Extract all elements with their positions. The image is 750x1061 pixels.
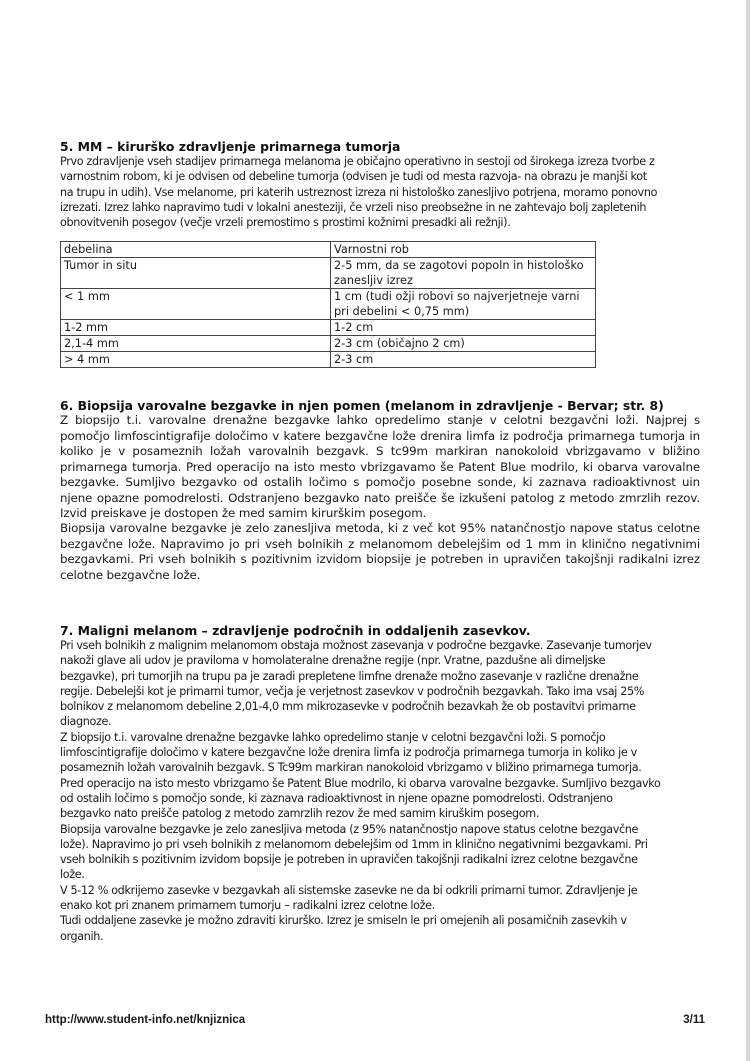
section-7-line: Pred operacijo na isto mesto vbrizgamo še Patent Blue modrilo, ki obarva varovalne bezgavke. Sumljivo bezgavko <box>60 776 661 790</box>
page-number: 3/11 <box>683 1014 705 1026</box>
section-5-heading: 5. MM – kirurško zdravljenje primarnega tumorja <box>60 139 401 154</box>
table-row <box>61 289 596 320</box>
table-cell: < 1 mm <box>61 289 331 320</box>
table-cell: 2-3 cm <box>331 352 596 368</box>
section-7-line: posameznih ložah varovalnih bezgavk. S Tc99m markiran nanokoloid vbrizgamo v bližino primarnega tumorja. <box>60 761 642 775</box>
section-7-line: vseh bolnikih s pozitivnim izvidom bopsije je potreben in upravičen takojšnji radikalni izrez celotne bezgavčne <box>60 853 638 867</box>
table-header-row <box>61 242 596 258</box>
table-cell: 2-3 cm (običajno 2 cm) <box>331 336 596 352</box>
table-header-cell: Varnostni rob <box>331 242 596 258</box>
section-7-line: bolnikov z melanomom debeline 2,01-4,0 mm mikrozasevke v področnih bezavkah že ob postavitvi primarne <box>60 700 636 714</box>
table-header-cell: debelina <box>61 242 331 258</box>
section-6-heading: 6. Biopsija varovalne bezgavke in njen pomen (melanom in zdravljenje - Bervar; str. 8) <box>60 398 664 414</box>
table-cell: 1 cm (tudi ožji robovi so najverjetneje varni pri debelini < 0,75 mm) <box>331 289 596 320</box>
section-6-paragraph: Biopsija varovalne bezgavke je zelo zanesljiva metoda, ki z več kot 95% natančnostjo napove status celotne bezgavčne lože. Napravimo jo pri vseh bolnikih z melanomom debelejšim od 1 mm in klinično negativnimi bezgavkami. Pri vseh bolnikih s pozitivnim izvidom biopsije je potreben in upravičen takojšnji radikalni izrez celotne bezgavčne lože. <box>60 521 700 582</box>
section-7-line: limfoscintigrafije določimo v katere bezgavčne lože drenira limfa iz področja primarnega tumorja in koliko je v <box>60 746 637 760</box>
section-7-line: lože). Napravimo jo pri vseh bolnikih z melanomom debelejšim od 1mm in klinično negativnimi bezgavkami. Pri <box>60 837 648 851</box>
section-7-line: Z biopsijo t.i. varovalne drenažne bezgavke lahko opredelimo stanje v celotni bezgavčni loži. S pomočjo <box>60 730 606 744</box>
section-7-line: bezgavko nato preišče patolog z metodo zamrzlih rezov že med samim kiruškim posegom. <box>60 807 540 821</box>
section-7-line: organih. <box>60 929 104 943</box>
section-5-line: izrezati. Izrez lahko napravimo tudi v lokalni anesteziji, če vrzeli niso preobsežne in ne zahtevajo bolj zapletenih <box>60 200 647 214</box>
section-7-line: lože. <box>60 868 85 882</box>
section-7-line: diagnoze. <box>60 715 112 729</box>
section-7-line: bezgavke), pri tumorjih na trupu pa je zaradi prepletene limfne drenaže možno zasevanje v različne drenažne <box>60 669 639 683</box>
table-row <box>61 352 596 368</box>
table-row <box>61 258 596 289</box>
section-6 <box>60 398 700 582</box>
safety-margin-table <box>60 241 596 368</box>
page-footer <box>45 1014 705 1026</box>
table-row <box>61 320 596 336</box>
section-7-line: nakoži glave ali udov je praviloma v homolateralne drenažne regije (npr. Vratne, pazdušne ali dimeljske <box>60 654 606 668</box>
section-7-heading: 7. Maligni melanom – zdravljenje področnih in oddaljenih zasevkov. <box>60 622 531 638</box>
section-7-line: Pri vseh bolnikih z malignim melanomom obstaja možnost zasevanja v področne bezgavke. Zasevanje tumorjev <box>60 638 652 652</box>
section-6-paragraph: Z biopsijo t.i. varovalne drenažne bezgavke lahko opredelimo stanje v celotni bezgavčni loži. Najprej s pomočjo limfoscintigrafije določimo v katere bezgavčne lože drenira limfa iz področja primarnega tumorja in koliko je v posameznih ložah varovalnih bezgavk. S tc99m markiran nanokoloid vbrizgavamo v bližino primarnega tumorja. Pred operacijo na isto mesto vbrizgavamo še Patent Blue modrilo, ki obarva varovalne bezgavke. Sumljivo bezgavko od ostalih ločimo s pomočjo posebne sonde, ki zaznava radioaktivnost uin njene opazne pomodrelosti. Odstranjeno bezgavko nato preišče še izkušeni patolog z metodo zmrzlih rezov. Izvid preiskave je dostopen že med samim kirurškim posegom. <box>60 413 700 520</box>
document-page <box>60 139 700 944</box>
table-cell: 2-5 mm, da se zagotovi popoln in histološko zanesljiv izrez <box>331 258 596 289</box>
section-5-line: obnovitvenih posegov (večje vrzeli premostimo s prostimi kožnimi presadki ali režnji). <box>60 216 511 230</box>
section-5-line: Prvo zdravljenje vseh stadijev primarnega melanoma je običajno operativno in sestoji od širokega izreza tvorbe z <box>60 155 655 168</box>
section-7-line: Biopsija varovalne bezgavke je zelo zanesljiva metoda (z 95% natančnostjo napove status celotne bezgavčne <box>60 822 639 836</box>
table-cell: > 4 mm <box>61 352 331 368</box>
section-5 <box>60 139 700 368</box>
section-5-line: varnostnim robom, ki je odvisen od debeline tumorja (odvisen je tudi od mesta razvoja- na obrazu je manjši kot <box>60 170 647 184</box>
footer-url-link[interactable]: http://www.student-info.net/knjiznica <box>45 1014 246 1026</box>
table-cell: 2,1-4 mm <box>61 336 331 352</box>
section-7-line: regije. Debelejši kot je primarni tumor, večja je verjetnost zasevkov v področnih bezgavkah. Tako ima vsaj 25% <box>60 684 645 698</box>
section-7 <box>60 623 700 944</box>
table-row <box>61 336 596 352</box>
table-cell: Tumor in situ <box>61 258 331 289</box>
section-5-line: na trupu in udih). Vse melanome, pri katerih ustreznost izreza ni histološko zanesljivo potrjena, moramo ponovno <box>60 185 658 199</box>
table-cell: 1-2 cm <box>331 320 596 336</box>
section-7-line: od ostalih ločimo s pomočjo sonde, ki zaznava radioaktivnost in njene opazne pomodrelosti. Odstranjeno <box>60 791 613 805</box>
scan-edge <box>746 0 750 1061</box>
section-7-line: V 5-12 % odkrijemo zasevke v bezgavkah ali sistemske zasevke ne da bi odkrili primarni tumor. Zdravljenje je <box>60 883 638 897</box>
section-7-line: enako kot pri znanem primarnem tumorju – radikalni izrez celotne lože. <box>60 899 435 912</box>
section-7-line: Tudi oddaljene zasevke je možno zdraviti kirurško. Izrez je smiseln le pri omejenih ali posamičnih zasevkih v <box>60 914 627 928</box>
table-cell: 1-2 mm <box>61 320 331 336</box>
